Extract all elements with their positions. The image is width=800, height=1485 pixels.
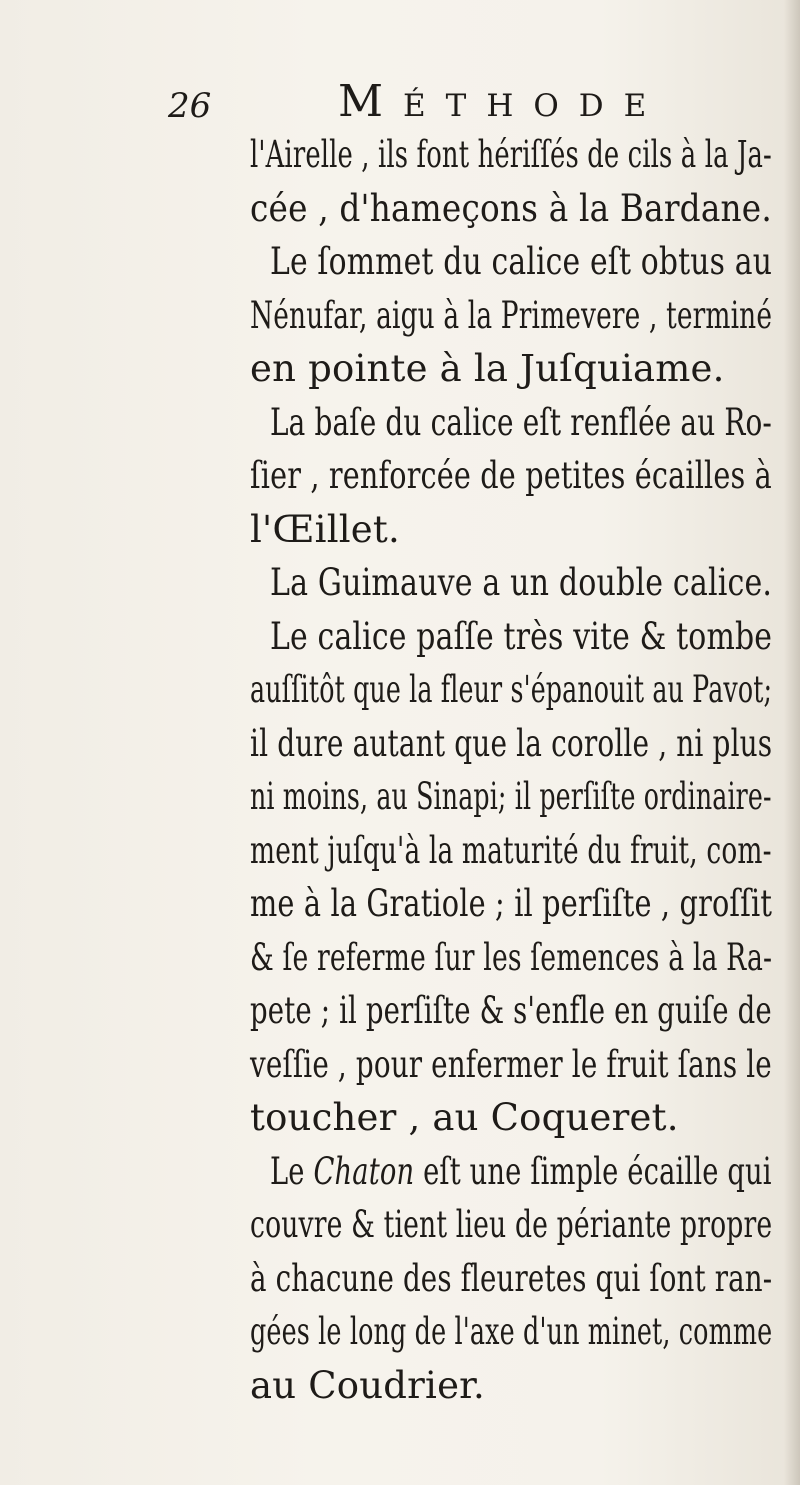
text-line: au Coudrier. [250,1363,485,1407]
text-line: à chacune des fleuretes qui ſont ran- [250,1256,773,1300]
text-line: pete ; il perſiſte & s'enfle en guiſe de [250,989,772,1032]
text-line: en pointe à la Juſquiame. [250,347,725,390]
body-text [250,128,800,1412]
text-line: ſier , renforcée de petites écailles à [250,454,772,497]
text-line: ment juſqu'à la maturité du fruit, com- [250,828,772,872]
paragraph-start-line [270,1145,800,1199]
paragraph-start-line: Le calice paſſe très vite & tombe [270,614,773,658]
text-line: cée , d'hameçons à la Bardane. [250,186,772,230]
paragraph-start-line: La Guimauve a un double calice. [270,561,773,604]
running-head [168,76,667,128]
text-line: toucher , au Coqueret. [250,1096,679,1139]
text-line: me à la Gratiole ; il perſiſte , groſſit [250,882,773,925]
text-line: auſſitôt que la fleur s'épanouit au Pavot; [250,668,773,711]
paragraph-start-line: La baſe du calice eſt renflée au Ro- [270,400,773,444]
text-line: & ſe referme ſur les ſemences à la Ra- [250,935,773,979]
page-number: 26 [168,86,212,126]
chaton-term: Chaton [313,1149,415,1193]
text-line: l'Airelle , ils font hériſſés de cils à la Ja- [250,133,772,176]
text-line: Nénufar, aigu à la Primevere , terminé [250,293,773,337]
running-title: Méthode [338,76,667,127]
text-line: il dure autant que la corolle , ni plus [250,721,773,765]
text-line: gées le long de l'axe d'un minet, comme [250,1310,773,1353]
text-line: l'Œillet. [250,507,400,551]
chaton-line: Le Chaton eſt une ſimple écaille qui [270,1149,772,1193]
paragraph-start-line: Le ſommet du calice eſt obtus au [270,240,773,283]
text-line: couvre & tient lieu de périante propre [250,1203,773,1246]
text-line: veſſie , pour enfermer le fruit ſans le [250,1042,772,1086]
text-line: ni moins, au Sinapi; il perſiſte ordinaire- [250,775,772,818]
